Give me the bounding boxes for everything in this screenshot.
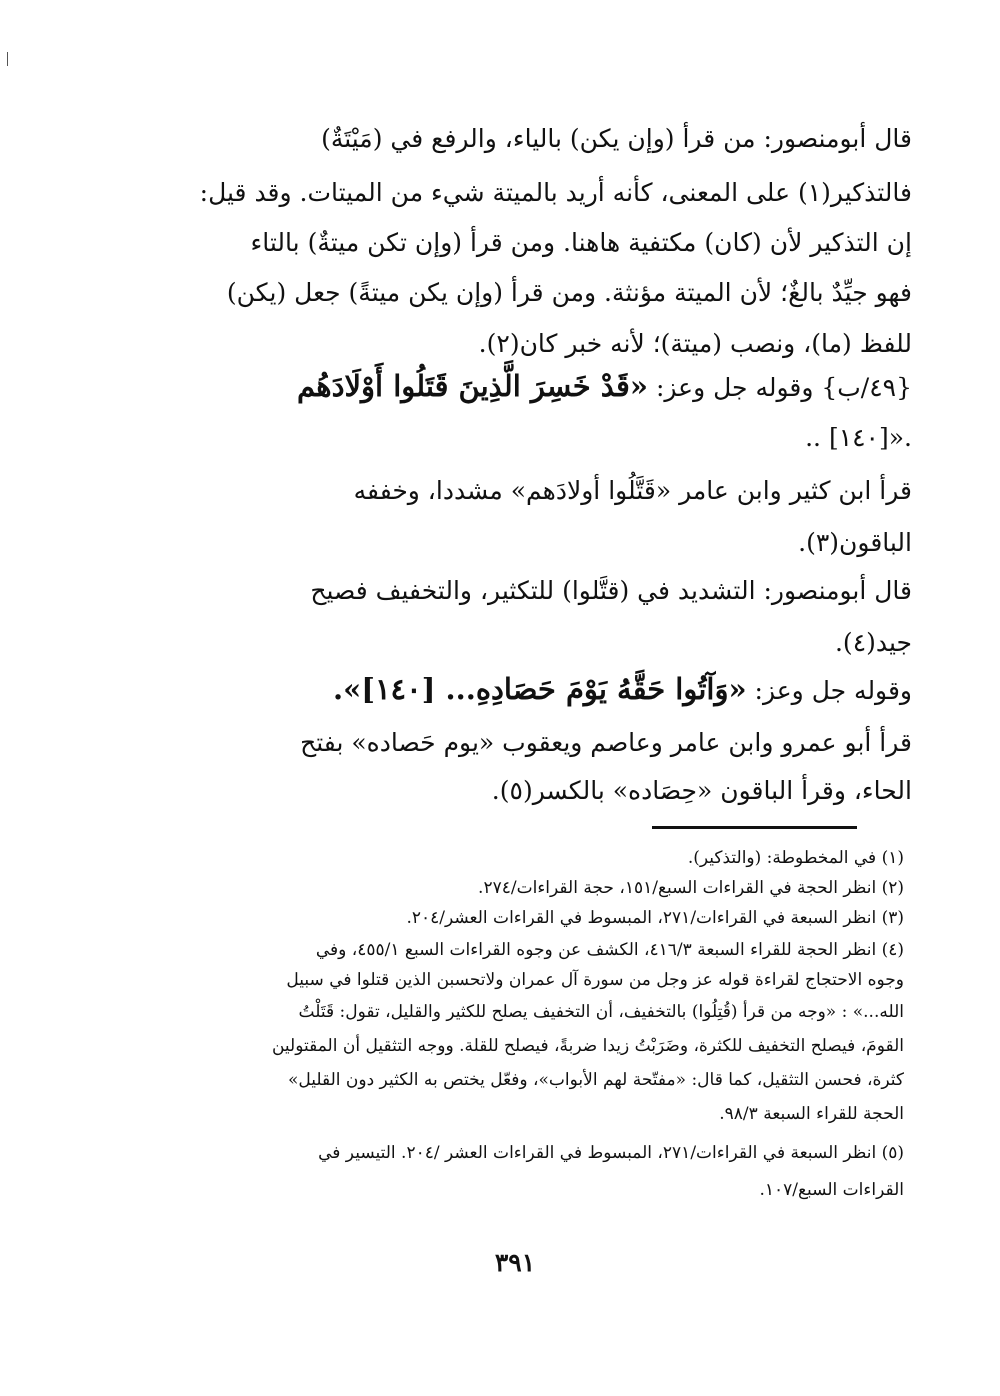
verse-intro-label: {٤٩/ب} وقوله جل وعز: xyxy=(655,373,912,402)
body-line-3: إن التذكير لأن (كان) مكتفية هاهنا. ومن قرأ (وإن تكن ميتةٌ) بالتاء xyxy=(250,228,912,257)
footnote-4-line-1: (٤) انظر الحجة للقراء السبعة ٤١٦/٣، الكشف عن وجوه القراءات السبع ٤٥٥/١، وفي xyxy=(315,940,904,960)
verse-ref-1: .. [١٤٠]». xyxy=(805,423,912,452)
footnote-1: (١) في المخطوطة: (والتذكير). xyxy=(687,848,904,868)
footnote-3: (٣) انظر السبعة في القراءات/٢٧١، المبسوط في القراءات العشر/٢٠٤. xyxy=(406,908,904,928)
body-line-5: للفظ (ما)، ونصب (ميتة)؛ لأنه خبر كان(٢). xyxy=(478,329,912,358)
scan-edge-mark xyxy=(7,52,8,66)
footnote-4-line-2: وجوه الاحتجاج لقراءة قوله عز وجل من سورة آل عمران ولاتحسبن الذين قتلوا في سبيل xyxy=(286,970,904,990)
body-line-7: الباقون(٣). xyxy=(798,528,912,557)
page-number: ٣٩١ xyxy=(494,1248,536,1277)
verse-intro-label-2: وقوله جل وعز: xyxy=(754,676,912,705)
body-line-11: الحاء، وقرأ الباقون «حِصَاده» بالكسر(٥). xyxy=(491,776,912,805)
body-line-2: فالتذكير(١) على المعنى، كأنه أريد بالميتة شيء من الميتات. وقد قيل: xyxy=(199,178,912,207)
quran-verse-1: «قَدْ خَسِرَ الَّذِينَ قَتَلُوا أَوْلَادَهُم xyxy=(296,369,649,403)
footnote-4-line-6: الحجة للقراء السبعة ٩٨/٣. xyxy=(719,1104,904,1124)
body-line-8: قال أبومنصور: التشديد في (قتَّلوا) للتكثير، والتخفيف فصيح xyxy=(310,576,912,605)
quran-verse-2: «وَآتُوا حَقَّهُ يَوْمَ حَصَادِهِ... [١٤٠]». xyxy=(333,672,747,706)
footnote-separator xyxy=(652,826,857,829)
body-line-1: قال أبومنصور: من قرأ (وإن يكن) بالياء، والرفع في (مَيْتَةٌ) xyxy=(321,124,912,153)
body-line-6: قرأ ابن كثير وابن عامر «قَتَّلُوا أولادَهم» مشددا، وخففه xyxy=(353,476,912,505)
footnote-4-line-3: الله...» : «وجه من قرأ (قُتِلُوا) بالتخفيف، أن التخفيف يصلح للكثير والقليل، تقول: قَتَلْتُ xyxy=(298,1002,904,1022)
footnote-2: (٢) انظر الحجة في القراءات السبع/١٥١، حجة القراءات/٢٧٤. xyxy=(478,878,904,898)
footnote-4-line-4: القومَ، فيصلح التخفيف للكثرة، وضَرَبْتُ زيدا ضربةً، فيصلح للقلة. ووجه التثقيل أن المقتولين xyxy=(271,1036,904,1056)
footnote-5-line-2: القراءات السبع/١٠٧. xyxy=(759,1180,904,1200)
body-line-9: جيد(٤). xyxy=(834,628,912,657)
body-line-10: قرأ أبو عمرو وابن عامر وعاصم ويعقوب «يوم حَصاده» بفتح xyxy=(300,728,912,757)
footnote-5-line-1: (٥) انظر السبعة في القراءات/٢٧١، المبسوط في القراءات العشر /٢٠٤. التيسير في xyxy=(318,1143,904,1163)
verse-intro-2 xyxy=(182,672,912,706)
footnote-4-line-5: كثرة، فحسن التثقيل، كما قال: «مفتّحة لهم الأبواب»، وفعّل يختص به الكثير دون القليل» xyxy=(287,1070,904,1090)
verse-intro-1 xyxy=(182,369,912,403)
body-line-4: فهو جيِّدٌ بالغٌ؛ لأن الميتة مؤنثة. ومن قرأ (وإن يكن ميتةً) جعل (يكن) xyxy=(226,278,912,307)
